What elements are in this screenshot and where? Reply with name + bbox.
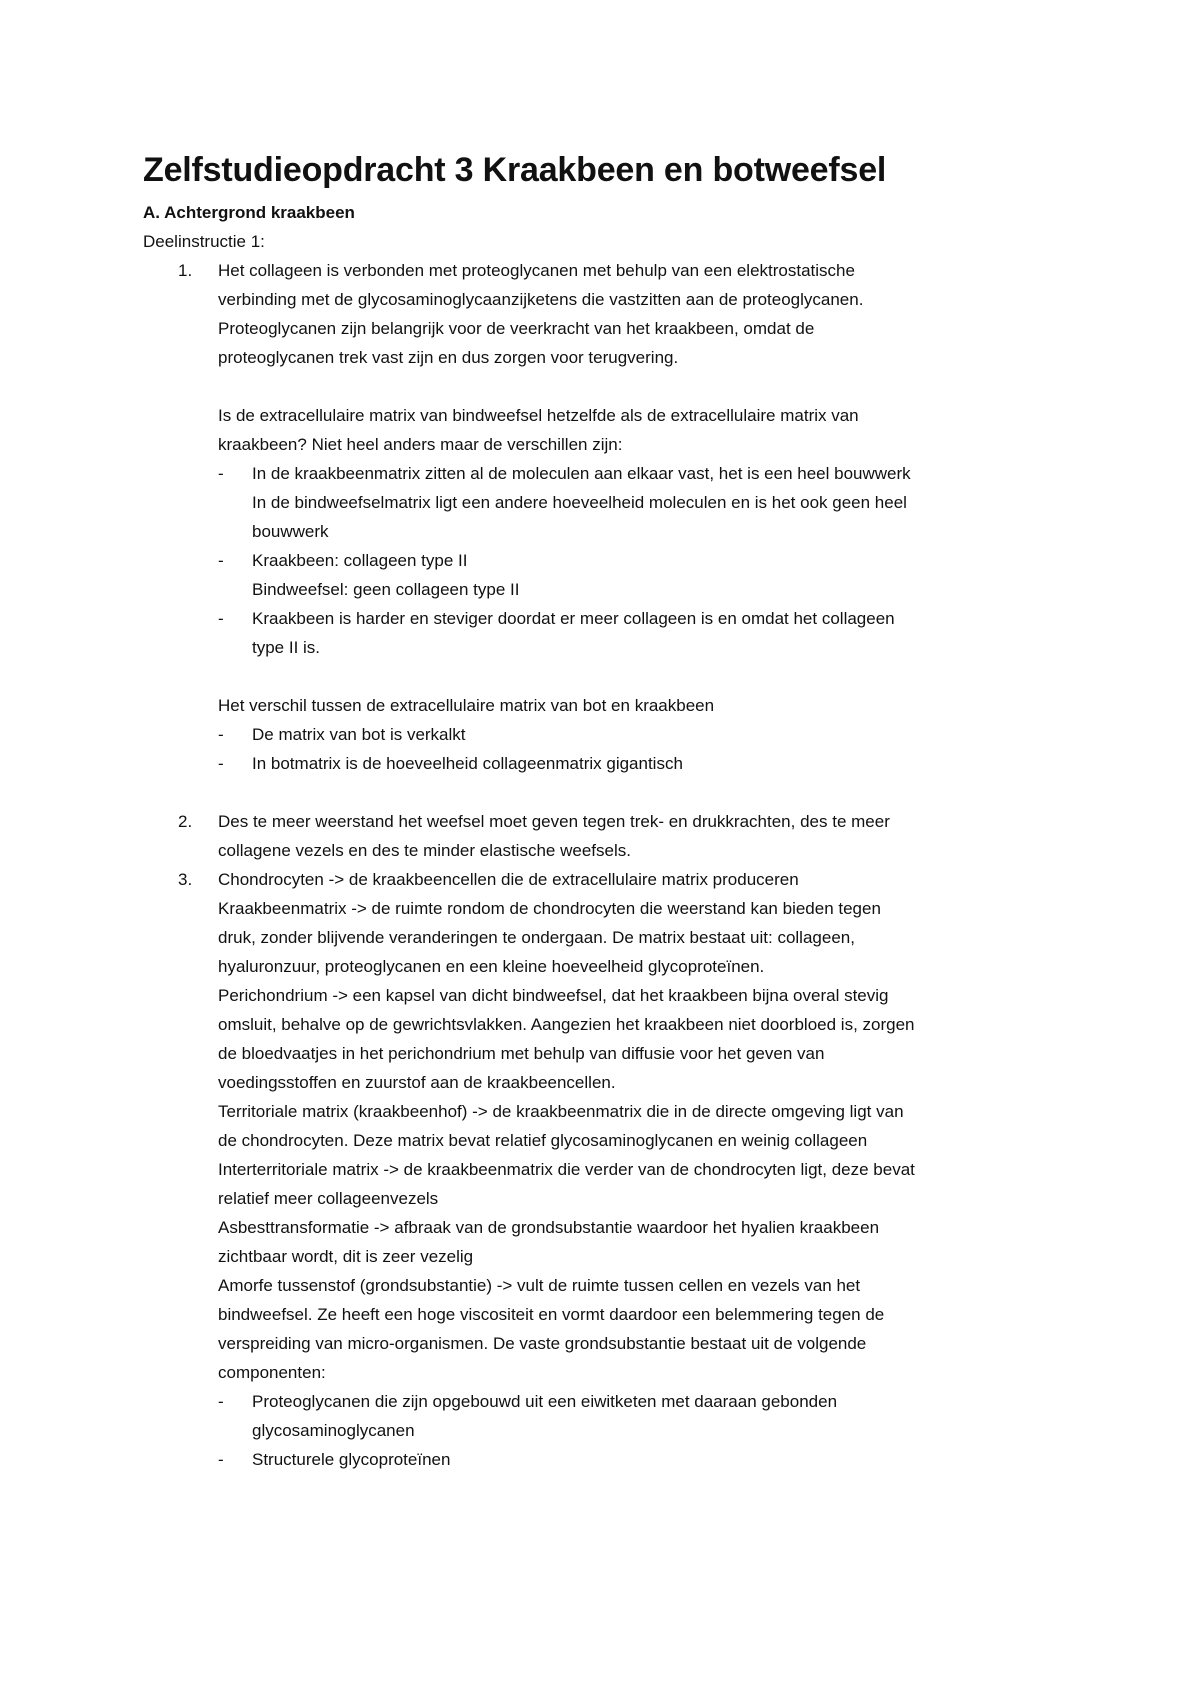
dash-marker: - <box>218 551 224 570</box>
text-line: proteoglycanen trek vast zijn en dus zorgen voor terugvering. <box>218 348 679 367</box>
text-line: Asbesttransformatie -> afbraak van de grondsubstantie waardoor het hyalien kraakbeen <box>218 1218 880 1237</box>
bullet-text: Structurele glycoproteïnen <box>252 1450 451 1469</box>
numbered-item-3 <box>143 865 1080 1474</box>
text-line: Des te meer weerstand het weefsel moet geven tegen trek- en drukkrachten, des te meer <box>218 812 890 831</box>
bullet-text: Kraakbeen is harder en steviger doordat er meer collageen is en omdat het collageen <box>252 609 895 628</box>
dash-marker: - <box>218 725 224 744</box>
text-line: Territoriale matrix (kraakbeenhof) -> de kraakbeenmatrix die in de directe omgeving ligt van <box>218 1102 904 1121</box>
text-line: de chondrocyten. Deze matrix bevat relatief glycosaminoglycanen en weinig collageen <box>218 1131 868 1150</box>
document-title: Zelfstudieopdracht 3 Kraakbeen en botweefsel <box>143 151 887 189</box>
text-line: Chondrocyten -> de kraakbeencellen die de extracellulaire matrix produceren <box>218 870 799 889</box>
text-line: verspreiding van micro-organismen. De vaste grondsubstantie bestaat uit de volgende <box>218 1334 867 1353</box>
text-line: componenten: <box>218 1363 326 1382</box>
text-line: voedingsstoffen en zuurstof aan de kraakbeencellen. <box>218 1073 616 1092</box>
text-line: Is de extracellulaire matrix van bindweefsel hetzelfde als de extracellulaire matrix van <box>218 406 859 425</box>
blank-line <box>218 372 1080 401</box>
text-line: Het collageen is verbonden met proteoglycanen met behulp van een elektrostatische <box>218 261 855 280</box>
bullet-text: In de bindweefselmatrix ligt een andere hoeveelheid moleculen en is het ook geen heel <box>252 493 907 512</box>
text-line: bindweefsel. Ze heeft een hoge viscositeit en vormt daardoor een belemmering tegen de <box>218 1305 885 1324</box>
bullet-item <box>218 720 1080 749</box>
dash-marker: - <box>218 754 224 773</box>
text-line: hyaluronzuur, proteoglycanen en een kleine hoeveelheid glycoproteïnen. <box>218 957 765 976</box>
item-number: 3. <box>178 870 193 889</box>
text-line: Het verschil tussen de extracellulaire matrix van bot en kraakbeen <box>218 696 715 715</box>
text-line: kraakbeen? Niet heel anders maar de verschillen zijn: <box>218 435 623 454</box>
numbered-item-2 <box>143 807 1080 865</box>
item-body <box>218 807 1080 865</box>
text-line: verbinding met de glycosaminoglycaanzijketens die vastzitten aan de proteoglycanen. <box>218 290 864 309</box>
bullet-item <box>218 546 1080 604</box>
dash-marker: - <box>218 609 224 628</box>
bullet-item <box>218 1445 1080 1474</box>
text-line: relatief meer collageenvezels <box>218 1189 439 1208</box>
numbered-item-1 <box>143 256 1080 807</box>
dash-marker: - <box>218 1450 224 1469</box>
bullet-text: Bindweefsel: geen collageen type II <box>252 580 520 599</box>
blank-line <box>218 662 1080 691</box>
text-line: de bloedvaatjes in het perichondrium met behulp van diffusie voor het geven van <box>218 1044 825 1063</box>
text-line: omsluit, behalve op de gewrichtsvlakken. Aangezien het kraakbeen niet doorbloed is, zorgen <box>218 1015 915 1034</box>
bullet-text: Proteoglycanen die zijn opgebouwd uit een eiwitketen met daaraan gebonden <box>252 1392 838 1411</box>
section-heading: A. Achtergrond kraakbeen <box>143 203 355 222</box>
bullet-text: Kraakbeen: collageen type II <box>252 551 468 570</box>
item-number: 2. <box>178 812 193 831</box>
bullet-text: De matrix van bot is verkalkt <box>252 725 466 744</box>
bullet-item <box>218 459 1080 546</box>
bullet-item <box>218 1387 1080 1445</box>
item-body <box>218 256 1080 807</box>
text-line: druk, zonder blijvende veranderingen te ondergaan. De matrix bestaat uit: collageen, <box>218 928 855 947</box>
text-line: Kraakbeenmatrix -> de ruimte rondom de chondrocyten die weerstand kan bieden tegen <box>218 899 881 918</box>
bullet-item <box>218 749 1080 778</box>
bullet-text: In de kraakbeenmatrix zitten al de moleculen aan elkaar vast, het is een heel bouwwerk <box>252 464 911 483</box>
bullet-text: bouwwerk <box>252 522 329 541</box>
item-number: 1. <box>178 261 193 280</box>
text-line: collagene vezels en des te minder elastische weefsels. <box>218 841 631 860</box>
item-body <box>218 865 1080 1474</box>
bullet-text: type II is. <box>252 638 321 657</box>
bullet-text: glycosaminoglycanen <box>252 1421 415 1440</box>
text-line: Proteoglycanen zijn belangrijk voor de veerkracht van het kraakbeen, omdat de <box>218 319 815 338</box>
text-line: Amorfe tussenstof (grondsubstantie) -> vult de ruimte tussen cellen en vezels van het <box>218 1276 861 1295</box>
subheading: Deelinstructie 1: <box>143 232 265 251</box>
dash-marker: - <box>218 1392 224 1411</box>
text-line: Perichondrium -> een kapsel van dicht bindweefsel, dat het kraakbeen bijna overal stevig <box>218 986 889 1005</box>
bullet-item <box>218 604 1080 662</box>
text-line: Interterritoriale matrix -> de kraakbeenmatrix die verder van de chondrocyten ligt, deze bevat <box>218 1160 915 1179</box>
text-line: zichtbaar wordt, dit is zeer vezelig <box>218 1247 474 1266</box>
dash-marker: - <box>218 464 224 483</box>
blank-line <box>218 778 1080 807</box>
bullet-text: In botmatrix is de hoeveelheid collageenmatrix gigantisch <box>252 754 683 773</box>
